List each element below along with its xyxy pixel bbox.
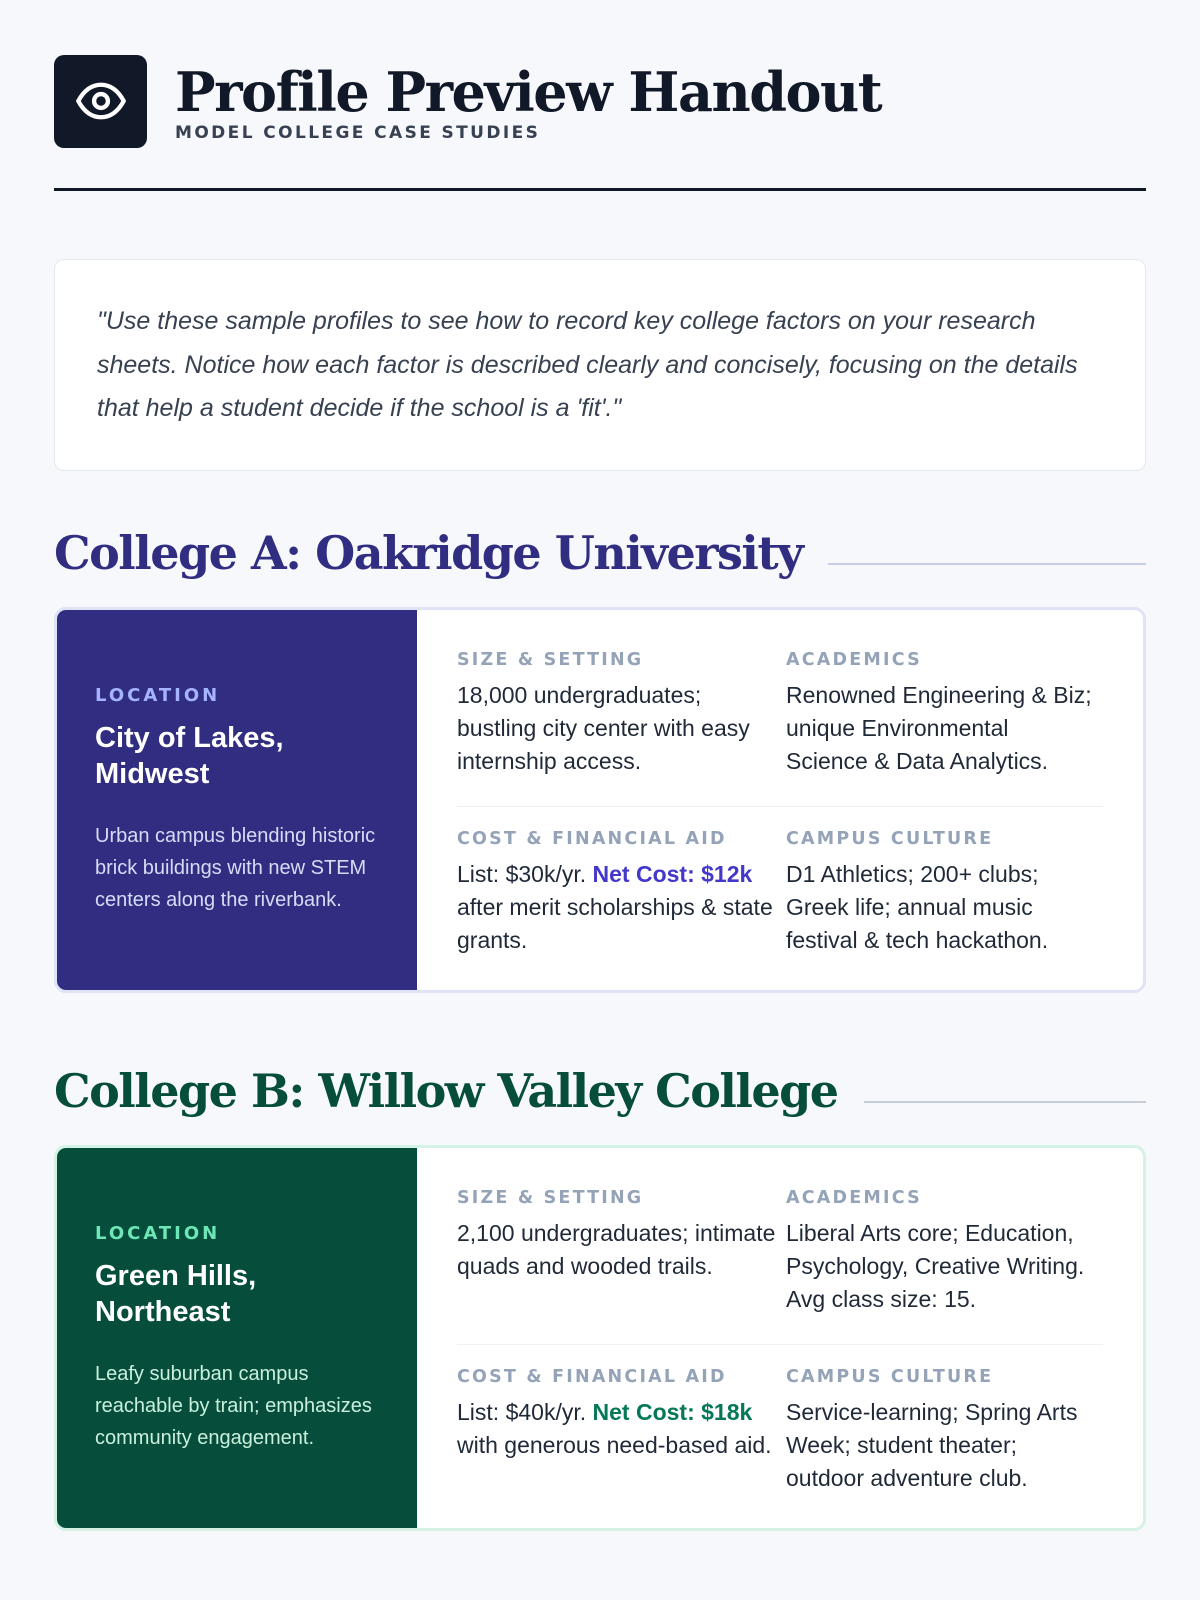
college-a-location-panel <box>57 610 417 990</box>
factor-label: COST & FINANCIAL AID <box>457 829 727 849</box>
college-b-factors <box>417 1148 1143 1528</box>
college-b-heading-rule <box>864 1101 1146 1103</box>
college-b-title: College B: Willow Valley College <box>54 1064 838 1118</box>
college-a-factors <box>417 610 1143 990</box>
page-title: Profile Preview Handout <box>175 60 882 124</box>
eye-icon <box>75 75 127 127</box>
factor-text: D1 Athletics; 200+ clubs; Greek life; annual music festival & tech hackathon. <box>786 861 1049 953</box>
factor-size-setting <box>457 650 786 806</box>
factor-text: Service-learning; Spring Arts Week; student theater; outdoor adventure club. <box>786 1399 1078 1491</box>
factor-label: CAMPUS CULTURE <box>786 1367 994 1387</box>
header-divider <box>54 188 1146 191</box>
factor-label: COST & FINANCIAL AID <box>457 1367 727 1387</box>
factor-label: SIZE & SETTING <box>457 1188 644 1208</box>
factor-label: CAMPUS CULTURE <box>786 829 994 849</box>
cost-detail: with generous need-based aid. <box>457 1432 772 1458</box>
college-a-heading <box>54 523 1146 583</box>
cost-detail: after merit scholarships & state grants. <box>457 894 773 953</box>
factor-text: 18,000 undergraduates; bustling city center with easy internship access. <box>457 682 750 774</box>
college-a-heading-rule <box>828 563 1146 565</box>
factor-cost-aid <box>457 1344 786 1523</box>
factor-text: 2,100 undergraduates; intimate quads and wooded trails. <box>457 1220 776 1279</box>
factor-label: ACADEMICS <box>786 650 922 670</box>
college-b-card <box>54 1145 1146 1531</box>
factor-label: ACADEMICS <box>786 1188 922 1208</box>
location-label: LOCATION <box>95 684 221 706</box>
factor-label: SIZE & SETTING <box>457 650 644 670</box>
location-description: Leafy suburban campus reachable by train; emphasizes community engagement. <box>95 1362 372 1449</box>
college-b-heading <box>54 1061 1146 1121</box>
factor-size-setting <box>457 1188 786 1344</box>
title-block <box>175 59 881 143</box>
factor-campus-culture <box>786 806 1103 985</box>
factor-text <box>457 858 786 957</box>
factor-text: Renowned Engineering & Biz; unique Environmental Science & Data Analytics. <box>786 682 1092 774</box>
page-subtitle: MODEL COLLEGE CASE STUDIES <box>175 123 541 143</box>
page-header <box>54 54 1146 148</box>
net-cost-highlight: Net Cost: $12k <box>592 861 753 887</box>
location-description: Urban campus blending historic brick buildings with new STEM centers along the riverbank. <box>95 824 376 911</box>
factor-text: Liberal Arts core; Education, Psychology, Creative Writing. Avg class size: 15. <box>786 1220 1085 1312</box>
location-label: LOCATION <box>95 1222 221 1244</box>
location-name: Green Hills, Northeast <box>95 1259 257 1328</box>
factor-text <box>457 1396 786 1462</box>
college-a-title: College A: Oakridge University <box>54 526 803 580</box>
factor-cost-aid <box>457 806 786 985</box>
factor-campus-culture <box>786 1344 1103 1523</box>
list-price: List: $30k/yr. <box>457 861 587 887</box>
college-a-card <box>54 607 1146 993</box>
college-b-location-panel <box>57 1148 417 1528</box>
net-cost-highlight: Net Cost: $18k <box>592 1399 753 1425</box>
intro-quote-box <box>54 259 1146 471</box>
logo-badge <box>54 55 147 148</box>
intro-quote-text: "Use these sample profiles to see how to record key college factors on your research sheets. Notice how each factor is described clearly and concisely, focusing on the details that help a student decide if the school is a 'fit'." <box>97 307 1078 422</box>
factor-academics <box>786 650 1103 806</box>
factor-academics <box>786 1188 1103 1344</box>
list-price: List: $40k/yr. <box>457 1399 587 1425</box>
location-name: City of Lakes, Midwest <box>95 721 284 790</box>
